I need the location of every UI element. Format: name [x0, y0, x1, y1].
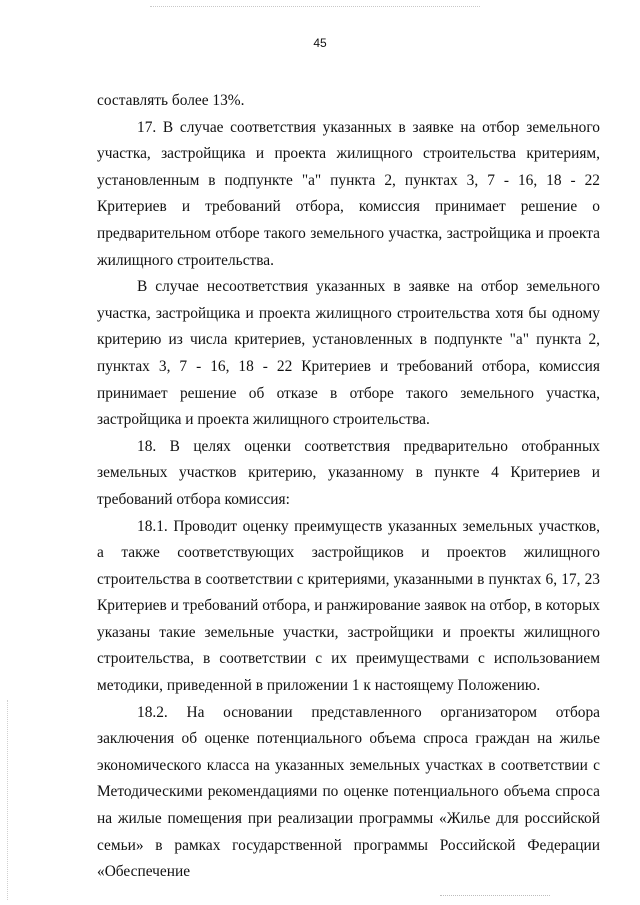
text-line: 17. В случае соответствия указанных в заявке на отбор земельного: [137, 118, 600, 136]
text-line: пунктах 3, 7 - 16, 18 - 22 Критериев и требований отбора, комиссия: [97, 357, 600, 375]
paragraph-18: [97, 434, 600, 514]
text-line: 18.1. Проводит оценку преимуществ указанных земельных участков, а: [97, 517, 600, 562]
text-line: в соответствии с критериями, указанными в пунктах 6, 17, 23 Критериев и: [97, 570, 600, 615]
paragraph-17-refusal: [97, 274, 600, 434]
text-line: рамках государственной программы Российской Федерации «Обеспечение: [97, 836, 601, 881]
text-line: такие земельные участки, застройщики и проекты жилищного строительства,: [97, 623, 600, 668]
text-line: помещения при реализации программы «Жилье для российской семьи» в: [97, 810, 600, 854]
text-line: принимает решение об отказе в отборе такого земельного участка,: [97, 384, 600, 402]
paragraph-17: [97, 115, 600, 275]
scan-artifact-bottom: [440, 895, 550, 896]
text-line: 18. В целях оценки соответствия предварительно отобранных: [137, 437, 600, 455]
text-line: критерию из числа критериев, установленных в подпункте "а" пункта 2,: [97, 331, 600, 349]
document-body: [97, 88, 600, 886]
text-line: приведенной в приложении 1 к настоящему Положению.: [166, 677, 541, 695]
text-line: строительства.: [177, 251, 274, 269]
text-line: класса на указанных земельных участках в соответствии с Методическими: [97, 756, 600, 801]
text-line: застройщика и проекта жилищного строительства.: [97, 411, 430, 429]
text-line: установленным в подпункте "а" пункта 2, пунктах 3, 7 - 16, 18 - 22 Критериев: [97, 171, 600, 216]
text-line: составлять более 13%.: [97, 92, 245, 109]
text-line: также соответствующих застройщиков и проектов жилищного строительства: [97, 544, 600, 588]
text-line: рекомендациями по оценке потенциального объема спроса на жилые: [97, 783, 600, 828]
text-line: В случае несоответствия указанных в заявке на отбор земельного: [137, 278, 600, 296]
paragraph-18-1: [97, 514, 600, 700]
text-line: участка, застройщика и проекта жилищного строительства хотя бы одному: [97, 304, 600, 322]
text-line: 18.2. На основании представленного организатором отбора заключения: [97, 703, 600, 748]
text-line: участка, застройщика и проекта жилищного строительства критериям,: [97, 145, 600, 163]
text-line: требований отбора, и ранжирование заявок на отбор, в которых указаны: [97, 597, 600, 641]
text-line: отборе такого земельного участка, застройщика и проекта жилищного: [97, 224, 600, 269]
text-line: земельных участков критерию, указанному в пункте 4 Критериев и: [97, 464, 600, 482]
text-line: об оценке потенциального объема спроса граждан на жилье экономического: [97, 730, 600, 774]
paragraph-18-2: [97, 700, 600, 886]
text-line: требований отбора комиссия:: [97, 490, 290, 508]
page-number: 45: [313, 36, 327, 50]
text-line: в соответствии с их преимуществами с использованием методики,: [97, 650, 600, 695]
scan-artifact-left: [7, 700, 8, 900]
text-line: и требований отбора, комиссия принимает решение о предварительном: [97, 198, 600, 242]
scan-artifact-top: [150, 6, 480, 7]
paragraph-continuation: [97, 88, 600, 115]
